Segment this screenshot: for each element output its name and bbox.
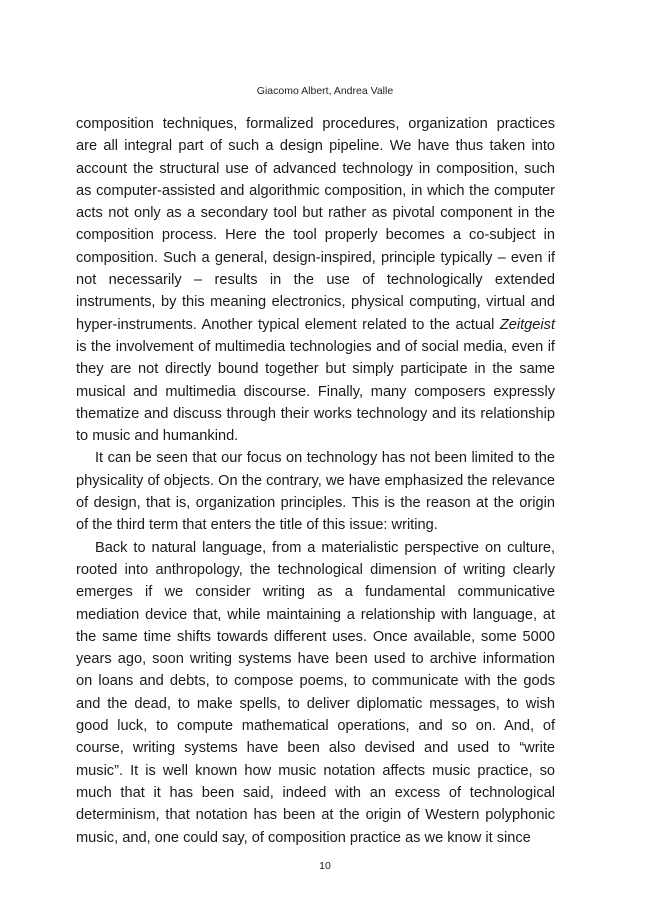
paragraph-1 [76,113,555,447]
paragraph-1-text-b: is the involvement of multimedia technologies and of social media, even if they are not directly bound together but simply participate in the same musical and multimedia discourse. Finally, many composers expressly thematize and discuss through their works technology and its relationship to music and humankind. [76,338,555,445]
paragraph-2: It can be seen that our focus on technology has not been limited to the physicality of objects. On the contrary, we have emphasized the relevance of design, that is, organization principles. This is the reason at the origin of the third term that enters the title of this issue: writing. [76,450,555,534]
body-text [76,113,555,849]
running-head: Giacomo Albert, Andrea Valle [256,85,394,97]
paragraph-3: Back to natural language, from a materialistic perspective on culture, rooted into anthropology, the technological dimension of writing clearly emerges if we consider writing as a fundamental communicative mediation device that, while maintaining a relationship with language, at the same time shifts towards different uses. Once available, some 5000 years ago, soon writing systems have been used to archive information on loans and debts, to compose poems, to communicate with the gods and the dead, to make spells, to deliver diplomatic messages, to wish good luck, to compute mathematical operations, and so on. And, of course, writing systems have been also devised and used to “write music”. It is well known how music notation affects music practice, so much that it has been said, indeed with an excess of technological determinism, that notation has been at the origin of Western polyphonic music, and, one could say, of composition practice as we know it since [76,539,555,846]
paragraph-1-text-a: composition techniques, formalized procedures, organization practices are all integral part of such a design pipeline. We have thus taken into account the structural use of advanced technology in composition, such as computer-assisted and algorithmic composition, in which the computer acts not only as a secondary tool but rather as pivotal component in the composition process. Here the tool properly becomes a co-subject in composition. Such a general, design-inspired, principle typically – even if not necessarily – results in the use of technologically extended instruments, by this meaning electronics, physical computing, virtual and hyper-instruments. Another typical element related to the actual [76,116,555,333]
zeitgeist-italic: Zeitgeist [499,316,555,333]
page-number: 10 [319,860,331,872]
